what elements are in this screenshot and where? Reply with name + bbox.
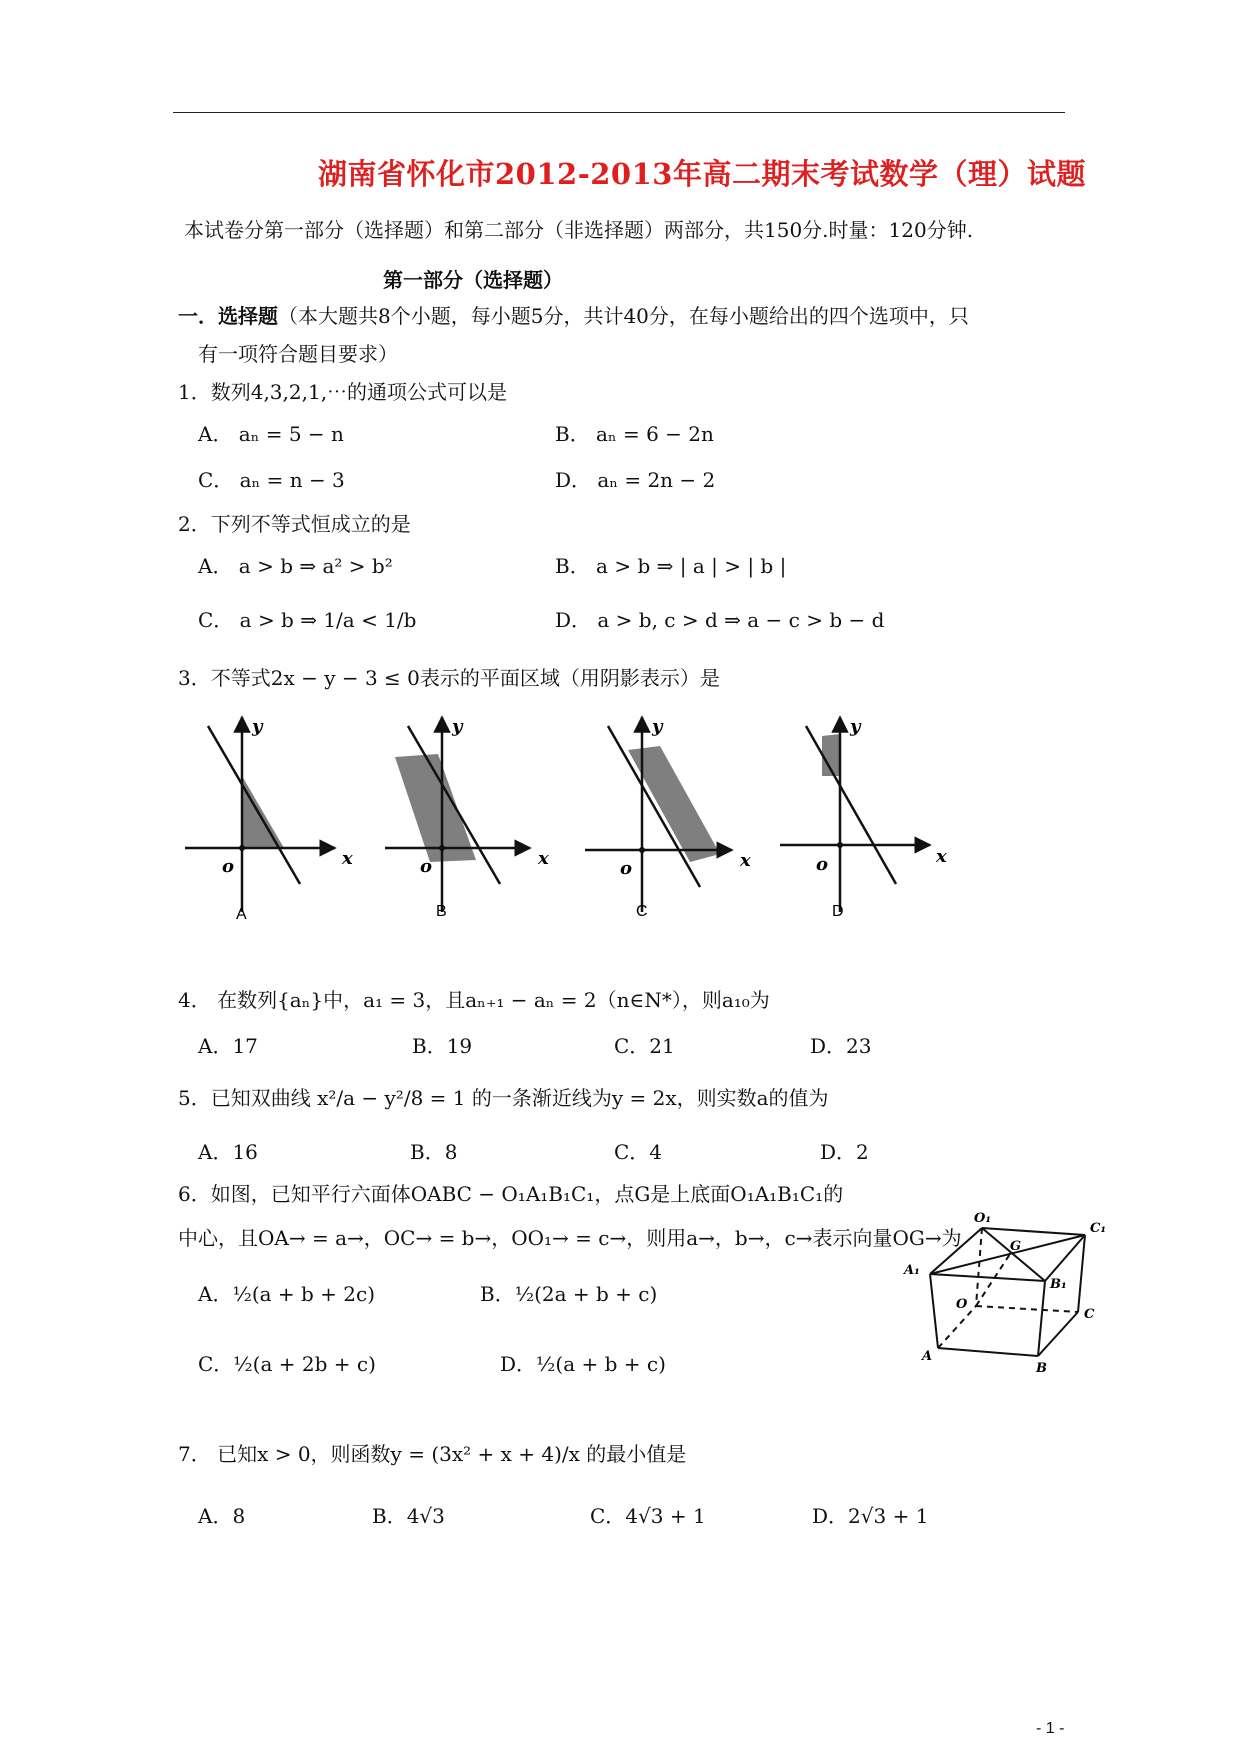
q5-option-d: D．2 bbox=[820, 1140, 869, 1164]
q6-parallelepiped-figure bbox=[900, 1208, 1130, 1378]
q1-option-b: B． aₙ = 6 − 2n bbox=[555, 422, 714, 446]
graph-a-x-label: x bbox=[342, 848, 353, 869]
q7-option-b: B．4√3 bbox=[372, 1504, 445, 1528]
graph-b bbox=[385, 716, 549, 920]
graph-b-origin-dot bbox=[439, 845, 445, 851]
q2-option-d: D． a > b, c > d ⇒ a − c > b − d bbox=[555, 608, 885, 632]
label-a1: A₁ bbox=[904, 1263, 920, 1278]
edge-o1-o bbox=[976, 1228, 982, 1306]
exam-intro: 本试卷分第一部分（选择题）和第二部分（非选择题）两部分，共150分.时量：120分钟. bbox=[184, 218, 974, 242]
section1-label: 一．选择题 bbox=[178, 304, 278, 328]
q5-option-c: C．4 bbox=[614, 1140, 663, 1164]
edge-a-b bbox=[938, 1348, 1038, 1356]
q2-stem: 2．下列不等式恒成立的是 bbox=[178, 512, 411, 536]
graph-b-shade bbox=[395, 754, 476, 862]
q4-option-b: B．19 bbox=[412, 1034, 473, 1058]
edge-o1-c1 bbox=[982, 1228, 1085, 1235]
q2-option-b: B． a > b ⇒ | a | > | b | bbox=[555, 554, 787, 578]
edge-c1-b1 bbox=[1045, 1235, 1085, 1281]
section1-line1 bbox=[178, 300, 969, 329]
q5-option-a: A．16 bbox=[198, 1140, 258, 1164]
graph-b-x-label: x bbox=[538, 848, 549, 869]
graph-d-origin-dot bbox=[837, 842, 843, 848]
q1-option-c: C． aₙ = n − 3 bbox=[198, 468, 345, 492]
q5-stem: 5．已知双曲线 x²/a − y²/8 = 1 的一条渐近线为y = 2x，则实数a的值为 bbox=[178, 1086, 829, 1110]
q4-option-c: C．21 bbox=[614, 1034, 675, 1058]
q1-option-a: A． aₙ = 5 − n bbox=[198, 422, 344, 446]
graph-c-origin-label: o bbox=[620, 858, 633, 879]
edge-b-c bbox=[1038, 1312, 1078, 1356]
edge-a-o bbox=[938, 1306, 976, 1348]
edge-a1-b1 bbox=[930, 1274, 1045, 1281]
graph-a-origin-label: o bbox=[222, 856, 235, 877]
q5-option-b: B．8 bbox=[410, 1140, 458, 1164]
graph-a-caption: A bbox=[236, 906, 247, 923]
graph-c-x-label: x bbox=[740, 850, 751, 871]
graph-d-y-label: y bbox=[850, 716, 861, 737]
q7-option-d: D．2√3 + 1 bbox=[812, 1504, 929, 1528]
q2-option-a: A． a > b ⇒ a² > b² bbox=[198, 554, 393, 578]
edge-o-c bbox=[976, 1306, 1078, 1312]
graph-d-origin-label: o bbox=[816, 854, 829, 875]
q2-option-c: C． a > b ⇒ 1/a < 1/b bbox=[198, 608, 417, 632]
edge-a1-a bbox=[930, 1274, 938, 1348]
q1-option-d: D． aₙ = 2n − 2 bbox=[555, 468, 716, 492]
label-c: C bbox=[1084, 1307, 1095, 1322]
page-title: 湖南省怀化市2012-2013年高二期末考试数学（理）试题 bbox=[318, 157, 1086, 191]
graph-b-y-label: y bbox=[452, 716, 463, 737]
section1-desc1: （本大题共8个小题，每小题5分，共计40分，在每小题给出的四个选项中，只 bbox=[278, 304, 969, 328]
section1-desc2: 有一项符合题目要求） bbox=[198, 342, 398, 366]
q4-option-a: A．17 bbox=[198, 1034, 258, 1058]
q7-option-a: A．8 bbox=[198, 1504, 246, 1528]
q7-stem: 7． 已知x > 0，则函数y = (3x² + x + 4)/x 的最小值是 bbox=[178, 1442, 687, 1466]
diag-o1-b1 bbox=[982, 1228, 1045, 1281]
graph-b-caption: B bbox=[436, 903, 447, 920]
graph-a-shade bbox=[242, 776, 284, 848]
label-g: G bbox=[1010, 1239, 1022, 1254]
graph-a-y-label: y bbox=[252, 716, 263, 737]
q6-stem-line1: 6．如图，已知平行六面体OABC − O₁A₁B₁C₁，点G是上底面O₁A₁B₁C₁的 bbox=[178, 1182, 844, 1206]
q6-option-b: B．½(2a + b + c) bbox=[480, 1282, 658, 1306]
q6-option-c: C．½(a + 2b + c) bbox=[198, 1352, 376, 1376]
label-o1: O₁ bbox=[974, 1211, 992, 1226]
q6-stem-line2: 中心，且OA→ = a→，OC→ = b→，OO₁→ = c→，则用a→，b→，c→表示向量OG→为 bbox=[178, 1226, 962, 1250]
graph-d-x-label: x bbox=[936, 846, 947, 867]
label-c1: C₁ bbox=[1090, 1221, 1107, 1236]
q4-stem: 4． 在数列{aₙ}中，a₁ = 3，且aₙ₊₁ − aₙ = 2（n∈N*），则a₁₀为 bbox=[178, 988, 770, 1012]
q6-option-d: D．½(a + b + c) bbox=[500, 1352, 666, 1376]
graph-d bbox=[780, 716, 947, 920]
q7-option-c: C．4√3 + 1 bbox=[590, 1504, 706, 1528]
graph-c bbox=[585, 716, 751, 920]
graph-c-caption: C bbox=[636, 903, 648, 920]
page-number: - 1 - bbox=[1036, 1720, 1065, 1737]
q3-stem: 3．不等式2x − y − 3 ≤ 0表示的平面区域（用阴影表示）是 bbox=[178, 666, 720, 690]
graph-a-origin-dot bbox=[239, 845, 245, 851]
label-a: A bbox=[922, 1349, 933, 1364]
label-b1: B₁ bbox=[1050, 1277, 1067, 1292]
q6-option-a: A．½(a + b + 2c) bbox=[198, 1282, 376, 1306]
graph-c-origin-dot bbox=[639, 847, 645, 853]
q1-stem: 1．数列4,3,2,1,⋯的通项公式可以是 bbox=[178, 380, 508, 404]
header-rule bbox=[173, 112, 1065, 113]
edge-c1-c bbox=[1078, 1235, 1085, 1312]
edge-b1-b bbox=[1038, 1281, 1045, 1356]
q3-graphs bbox=[180, 712, 960, 932]
graph-d-caption: D bbox=[832, 903, 844, 920]
graph-c-y-label: y bbox=[652, 716, 663, 737]
graph-b-origin-label: o bbox=[420, 856, 433, 877]
label-o: O bbox=[956, 1297, 968, 1312]
part1-heading: 第一部分（选择题） bbox=[383, 268, 563, 292]
q4-option-d: D．23 bbox=[810, 1034, 872, 1058]
graph-a bbox=[185, 716, 353, 923]
label-b: B bbox=[1036, 1361, 1047, 1376]
